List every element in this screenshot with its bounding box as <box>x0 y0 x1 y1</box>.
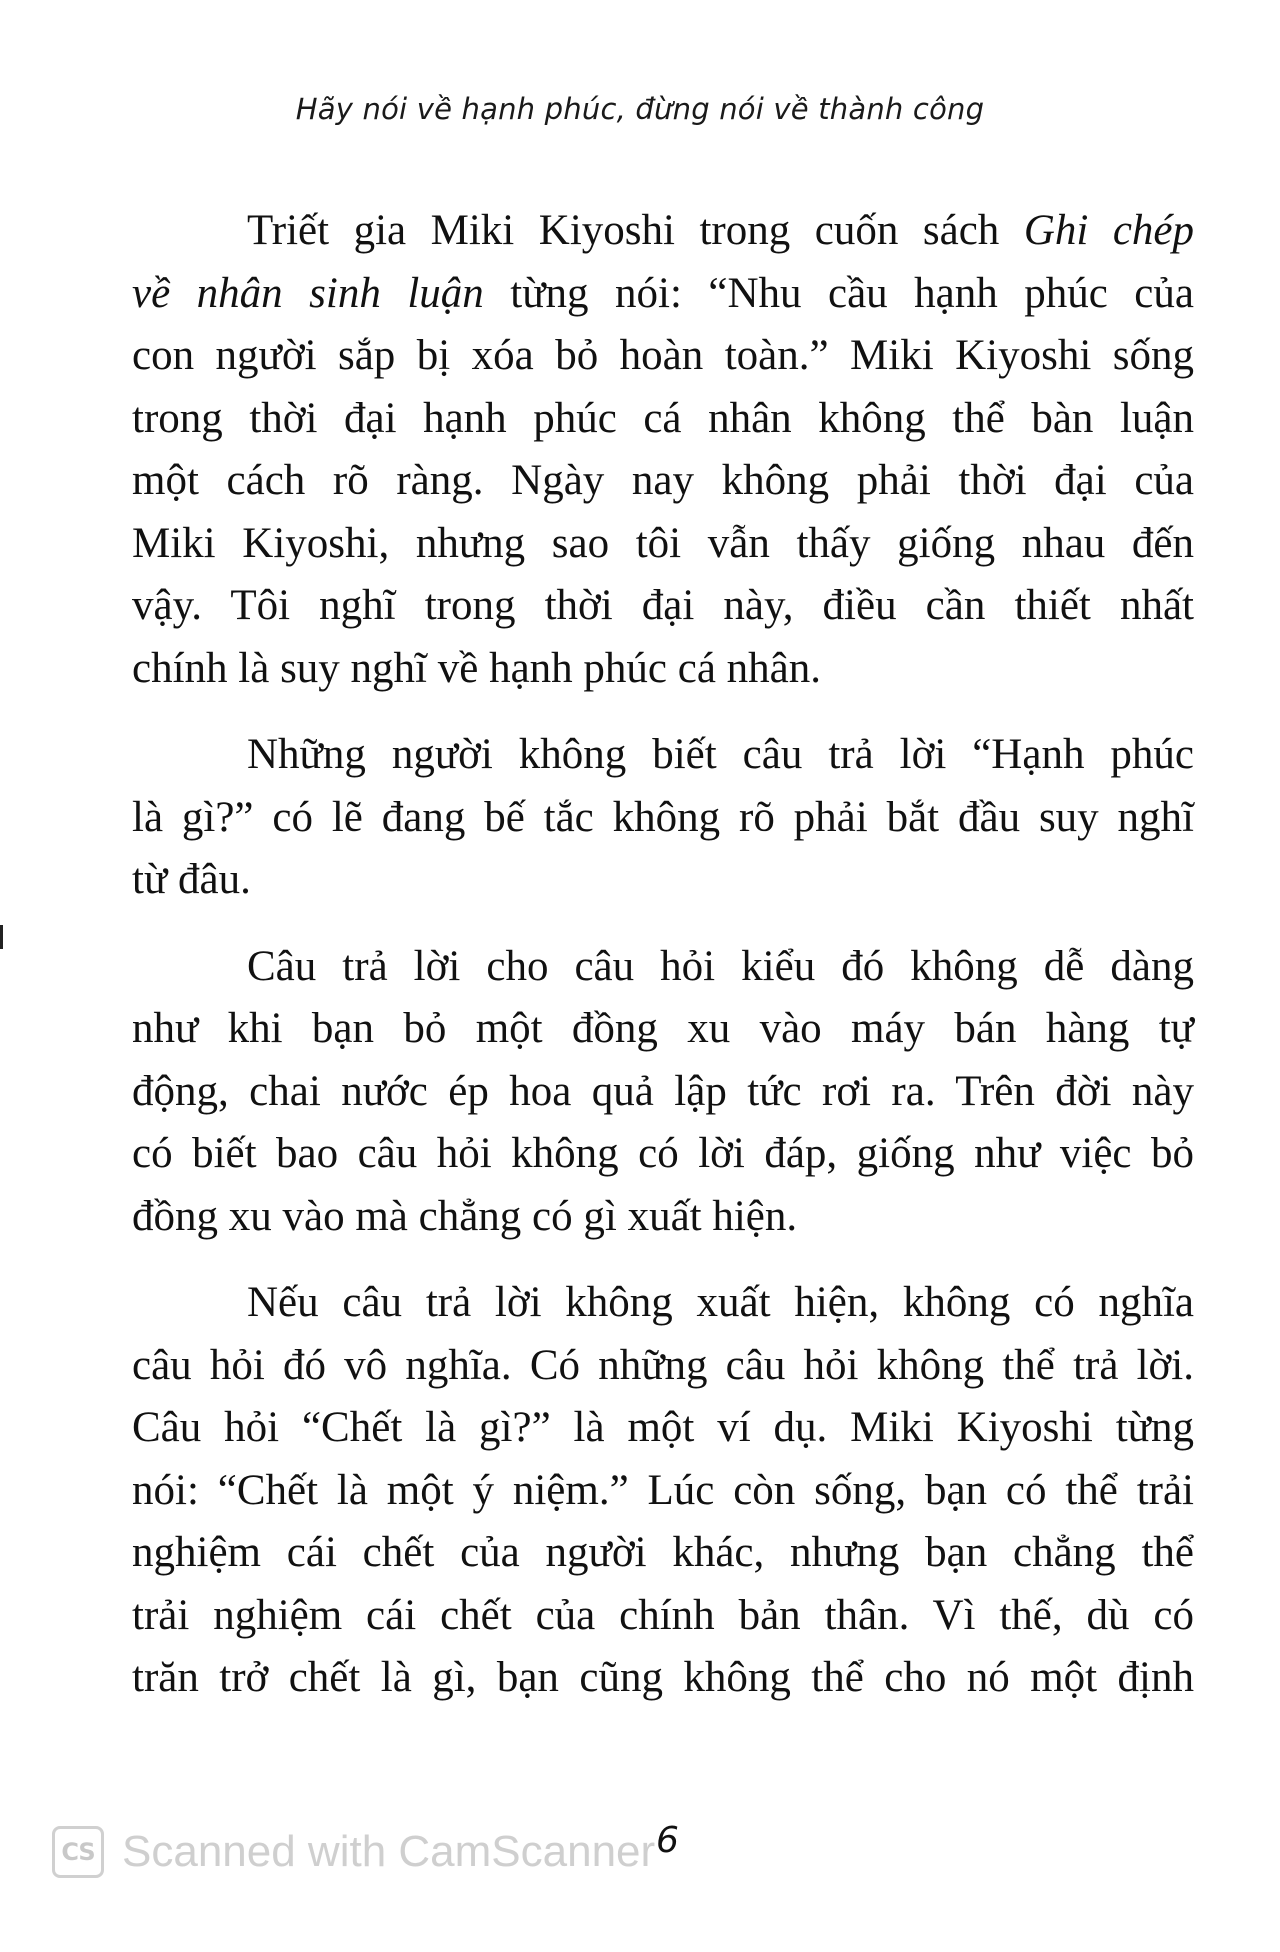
text-run: trăn trở chết là gì, bạn cũng không thể cho nó một định <box>132 1654 1194 1701</box>
text-line <box>132 1335 1194 1398</box>
page-number: 6 <box>656 1820 679 1861</box>
text-line <box>132 936 1194 999</box>
text-run: đồng xu vào mà chẳng có gì xuất hiện. <box>132 1192 798 1240</box>
text-line <box>132 724 1194 787</box>
text-run: nói: “Chết là một ý niệm.” Lúc còn sống, bạn có thể trải <box>132 1466 1194 1514</box>
text-run: chính là suy nghĩ về hạnh phúc cá nhân. <box>132 644 822 692</box>
text-line <box>132 998 1194 1061</box>
paragraph <box>132 724 1194 912</box>
text-line <box>132 1585 1194 1648</box>
body-text <box>132 200 1194 1734</box>
text-line <box>132 325 1194 388</box>
text-run: là gì?” có lẽ đang bế tắc không rõ phải bắt đầu suy nghĩ <box>132 793 1194 841</box>
text-line <box>132 849 1194 912</box>
text-run: Triết gia Miki Kiyoshi trong cuốn sách <box>247 207 1024 254</box>
text-line <box>132 1272 1194 1335</box>
text-run: Nếu câu trả lời không xuất hiện, không có nghĩa <box>247 1279 1194 1326</box>
text-line <box>132 1123 1194 1186</box>
text-line <box>132 1522 1194 1585</box>
running-header: Hãy nói về hạnh phúc, đừng nói về thành công <box>295 92 985 126</box>
text-run: một cách rõ ràng. Ngày nay không phải thời đại của <box>132 457 1194 504</box>
text-line <box>132 638 1194 701</box>
text-run: vậy. Tôi nghĩ trong thời đại này, điều cần thiết nhất <box>132 582 1194 629</box>
text-line <box>132 513 1194 576</box>
text-run: Miki Kiyoshi, nhưng sao tôi vẫn thấy giống nhau đến <box>132 519 1194 567</box>
text-run: trong thời đại hạnh phúc cá nhân không thể bàn luận <box>132 394 1194 442</box>
scan-edge-mark <box>0 925 3 949</box>
text-line <box>132 1061 1194 1124</box>
text-run: nghiệm cái chết của người khác, nhưng bạn chẳng thể <box>132 1529 1194 1576</box>
text-line <box>132 450 1194 513</box>
text-run: câu hỏi đó vô nghĩa. Có những câu hỏi không thể trả lời. <box>132 1341 1194 1389</box>
italic-book-title: Ghi chép <box>1023 207 1195 254</box>
text-run: trải nghiệm cái chết của chính bản thân. Vì thế, dù có <box>132 1591 1194 1639</box>
text-run: Câu hỏi “Chết là gì?” là một ví dụ. Miki Kiyoshi từng <box>132 1404 1194 1451</box>
text-run: Câu trả lời cho câu hỏi kiểu đó không dễ dàng <box>247 942 1194 990</box>
paragraph <box>132 1272 1194 1710</box>
text-run: có biết bao câu hỏi không có lời đáp, giống như việc bỏ <box>132 1130 1194 1177</box>
italic-book-title: về nhân sinh luận <box>132 269 484 317</box>
text-run: như khi bạn bỏ một đồng xu vào máy bán hàng tự <box>132 1005 1194 1052</box>
text-line <box>132 1186 1194 1249</box>
text-line <box>132 200 1194 263</box>
text-line <box>132 388 1194 451</box>
text-run: từ đâu. <box>132 856 251 903</box>
paragraph <box>132 936 1194 1249</box>
text-line <box>132 1647 1194 1710</box>
text-line <box>132 263 1194 326</box>
text-run: con người sắp bị xóa bỏ hoàn toàn.” Miki Kiyoshi sống <box>132 332 1194 379</box>
camscanner-watermark <box>52 1822 655 1882</box>
text-line <box>132 575 1194 638</box>
text-line <box>132 1460 1194 1523</box>
text-run: Những người không biết câu trả lời “Hạnh phúc <box>247 731 1194 778</box>
text-run: từng nói: “Nhu cầu hạnh phúc của <box>483 269 1194 317</box>
paragraph <box>132 200 1194 700</box>
camscanner-logo-icon: CS <box>52 1826 104 1878</box>
text-line <box>132 787 1194 850</box>
text-run: động, chai nước ép hoa quả lập tức rơi ra. Trên đời này <box>132 1067 1194 1115</box>
watermark-text: Scanned with CamScanner <box>122 1827 656 1876</box>
text-line <box>132 1397 1194 1460</box>
